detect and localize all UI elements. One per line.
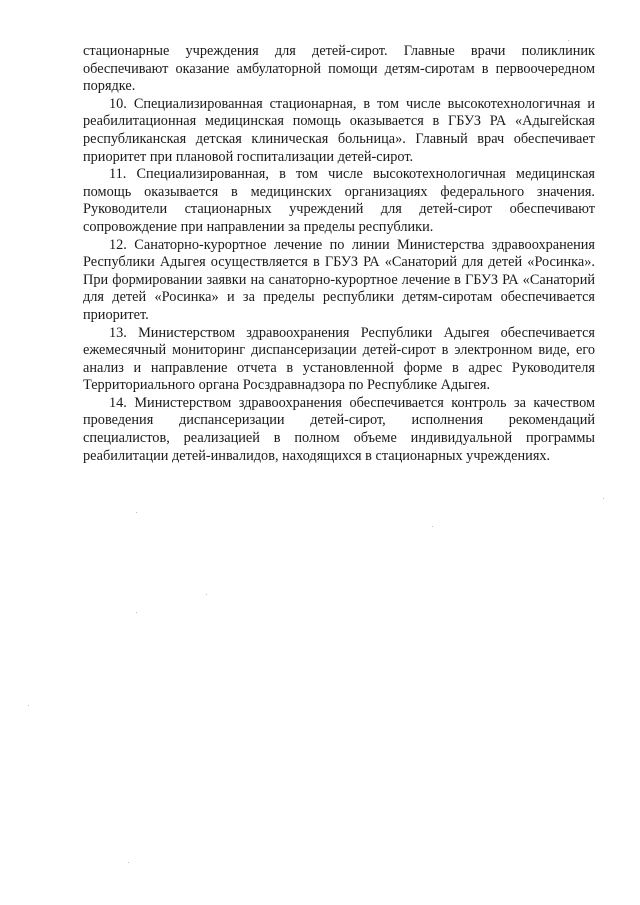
paragraph-continuation: стационарные учреждения для детей-сирот. Главные врачи поликлиник обеспечивают оказание амбулаторной помощи детям-сиротам в первоочередном порядке.	[83, 43, 595, 95]
scan-speck	[136, 612, 137, 613]
paragraph-11: 11. Специализированная, в том числе высокотехнологичная медицинская помощь оказывается в медицинских организациях федерального значения. Руководители стационарных учреждений для детей-сирот обеспечивают сопровождение при направлении за пределы республики.	[83, 166, 595, 235]
scan-speck	[206, 594, 207, 595]
scan-speck	[136, 512, 137, 513]
paragraph-10: 10. Специализированная стационарная, в том числе высокотехнологичная и реабилитационная медицинская помощь оказывается в ГБУЗ РА «Адыгейская республиканская детская клиническая больница». Главный врач обеспечивает приоритет при плановой госпитализации детей-сирот.	[83, 95, 595, 165]
scan-speck	[603, 498, 604, 499]
scan-speck	[568, 40, 569, 41]
document-body	[83, 43, 595, 465]
paragraph-14: 14. Министерством здравоохранения обеспечивается контроль за качеством проведения диспансеризации детей-сирот, исполнения рекомендаций специалистов, реализацией в полном объеме индивидуальной программы реабилитации детей-инвалидов, находящихся в стационарных учреждениях.	[83, 394, 595, 464]
paragraph-12: 12. Санаторно-курортное лечение по линии Министерства здравоохранения Республики Адыгея осуществляется в ГБУЗ РА «Санаторий для детей «Росинка». При формировании заявки на санаторно-курортное лечение в ГБУЗ РА «Санаторий для детей «Росинка» и за пределы республики детям-сиротам обеспечивается приоритет.	[83, 236, 595, 323]
scan-speck	[128, 862, 129, 863]
scan-speck	[28, 705, 29, 706]
scan-speck	[432, 526, 433, 527]
paragraph-13: 13. Министерством здравоохранения Республики Адыгея обеспечивается ежемесячный мониторинг диспансеризации детей-сирот в электронном виде, его анализ и направление отчета в установленной форме в адрес Руководителя Территориального органа Росздравнадзора по Республике Адыгея.	[83, 324, 595, 394]
